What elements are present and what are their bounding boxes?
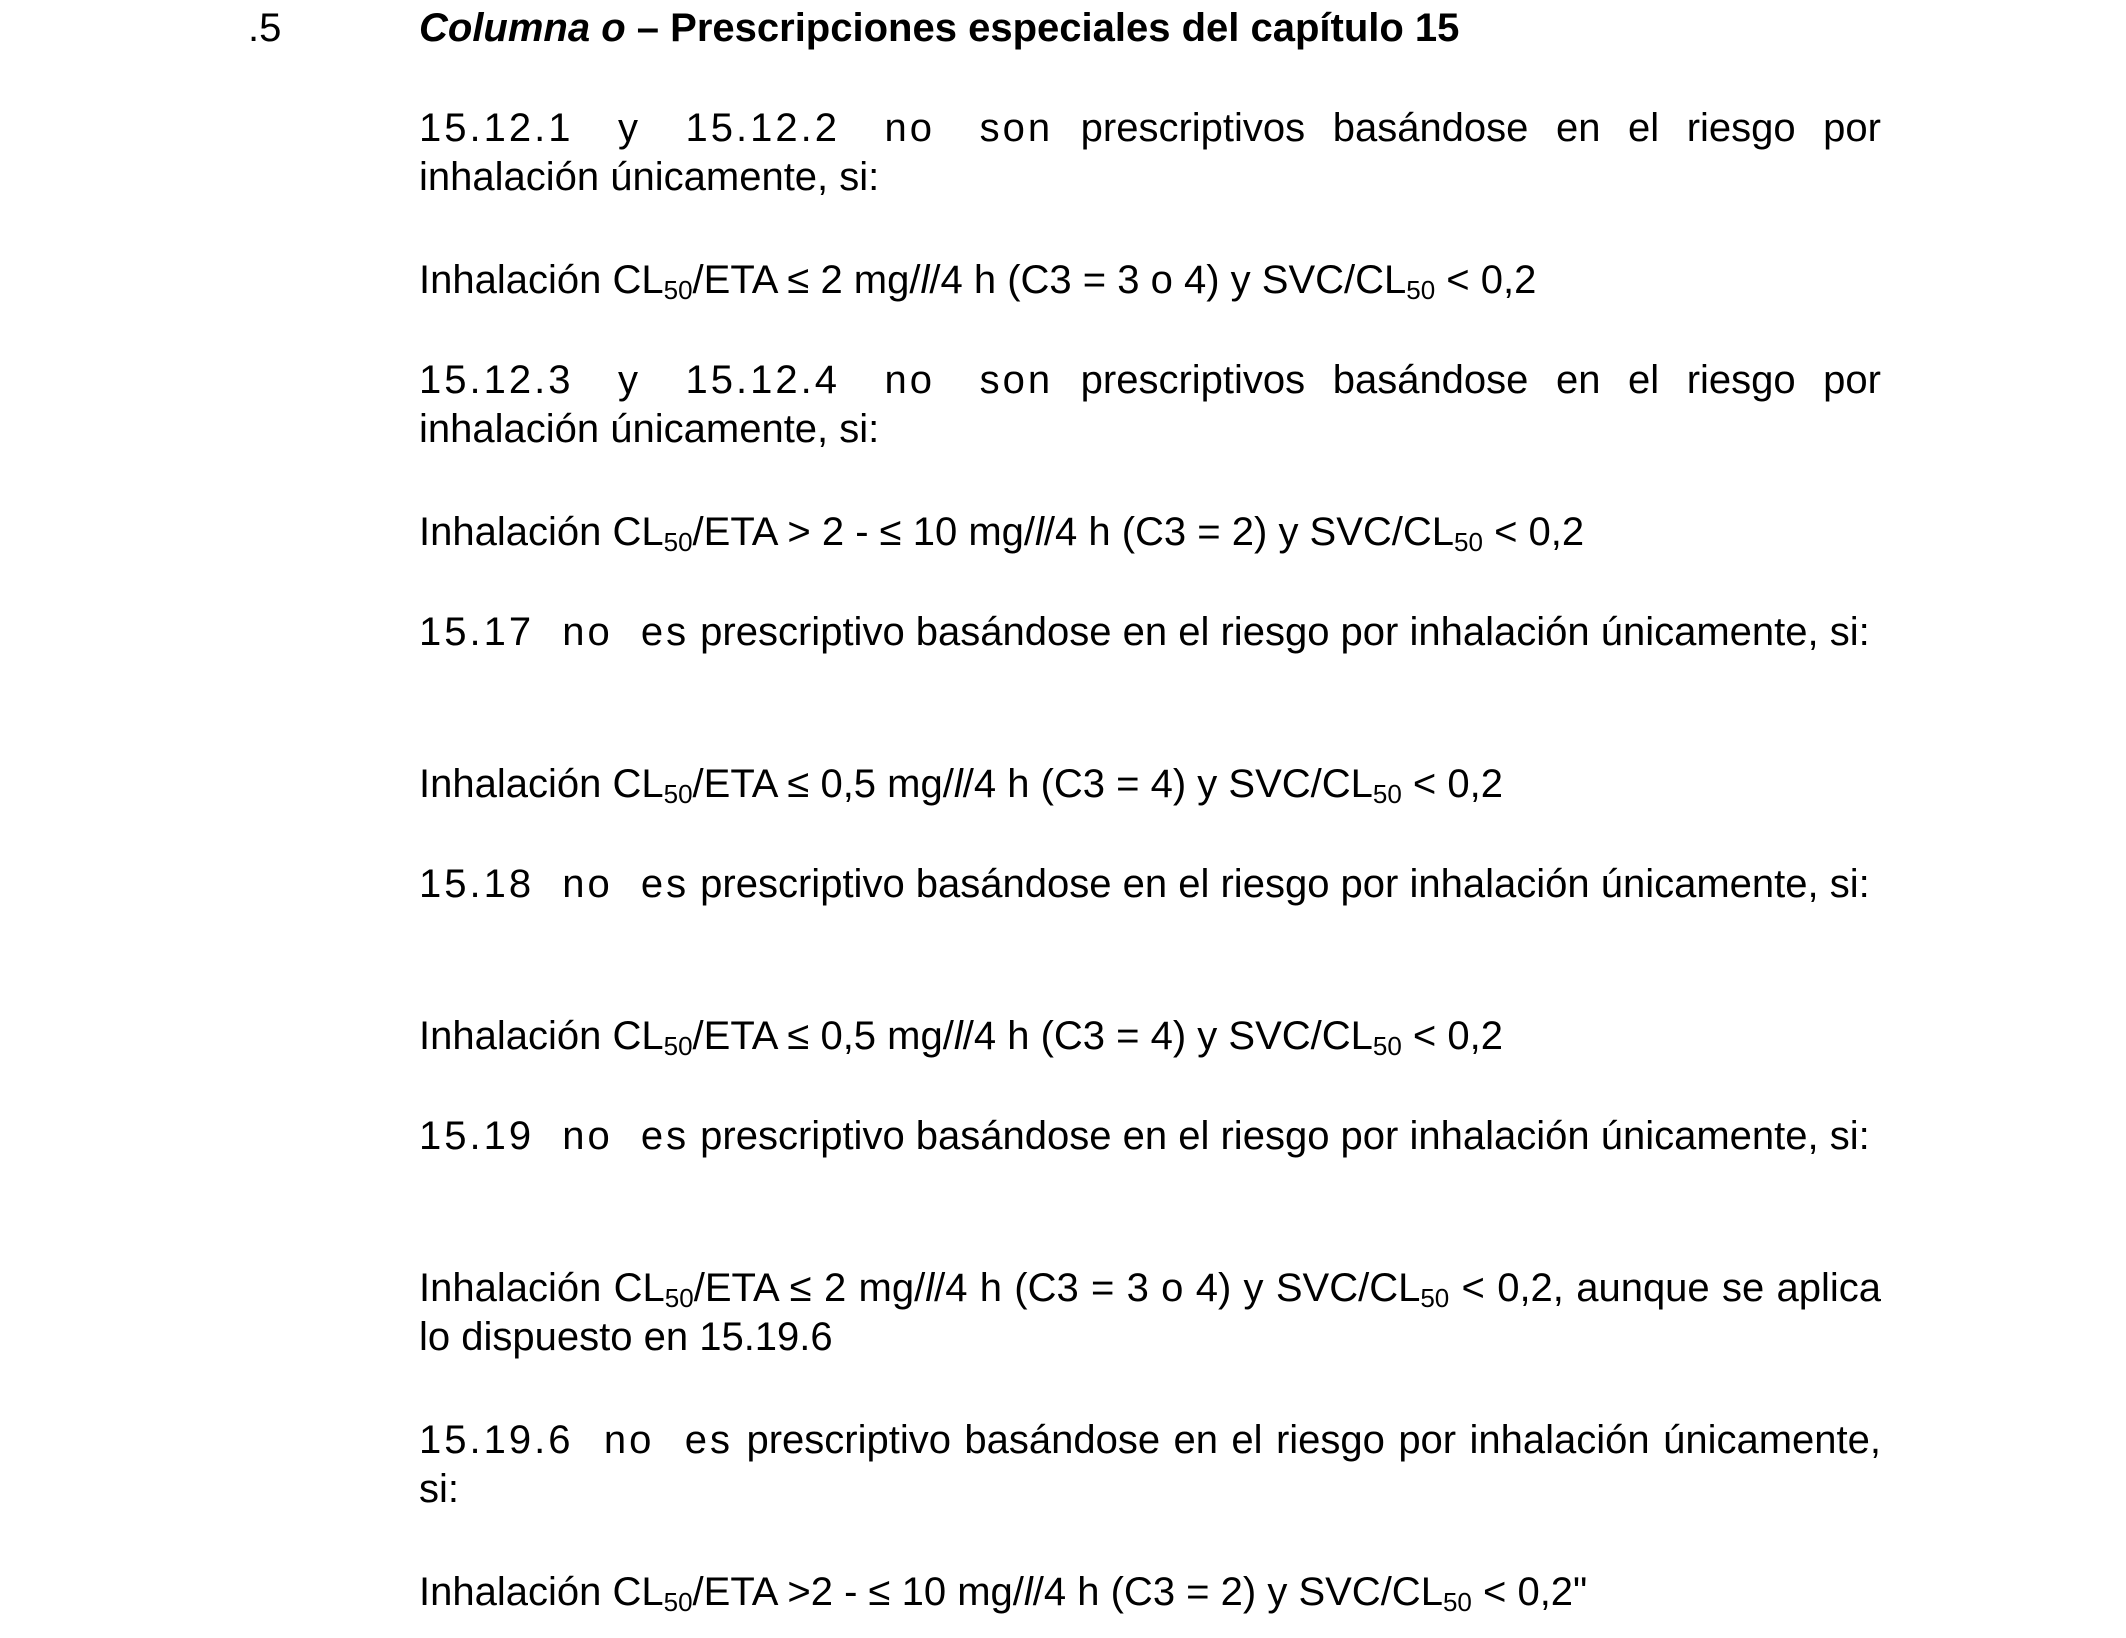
formula-text: Inhalación CL	[419, 510, 664, 554]
formula-subscript: 50	[1372, 1031, 1402, 1061]
requirement-reference: 15.12.1 y 15.12.2 no son	[419, 106, 1054, 150]
requirement-text: prescriptivos basándose en el riesgo por inhalación únicamente, si:	[419, 106, 1881, 199]
requirement-reference: 15.18 no es	[419, 862, 690, 906]
formula-text: /4 h (C3 = 2) y SVC/CL	[1043, 510, 1455, 554]
formula-text: /4 h (C3 = 2) y SVC/CL	[1032, 1570, 1443, 1614]
requirement-paragraph	[419, 1112, 1881, 1161]
requirement-reference: 15.19 no es	[419, 1114, 690, 1158]
formula-text: Inhalación CL	[419, 258, 664, 302]
formula-subscript: 50	[1454, 527, 1483, 557]
formula-subscript: 50	[664, 1283, 694, 1313]
formula-subscript: 50	[1406, 275, 1436, 305]
formula-text: < 0,2	[1482, 510, 1585, 554]
formula-unit: l	[925, 1266, 935, 1310]
formula-text: /ETA ≤ 2 mg/	[692, 258, 921, 302]
formula-subscript: 50	[1372, 779, 1402, 809]
inhalation-criterion	[419, 1012, 1881, 1061]
requirement-text: prescriptivos basándose en el riesgo por inhalación únicamente, si:	[419, 358, 1881, 451]
formula-text: < 0,2	[1401, 762, 1504, 806]
formula-text: /ETA ≤ 2 mg/	[693, 1266, 926, 1310]
formula-text: Inhalación CL	[419, 1266, 665, 1310]
formula-text: /ETA > 2 - ≤ 10 mg/	[692, 510, 1035, 554]
requirement-paragraph	[419, 608, 1881, 657]
formula-unit: l	[953, 762, 963, 806]
inhalation-criterion	[419, 760, 1881, 809]
formula-subscript: 50	[663, 275, 693, 305]
section-heading	[419, 8, 1459, 48]
formula-text: /4 h (C3 = 3 o 4) y SVC/CL	[929, 258, 1407, 302]
formula-unit: l	[953, 1014, 963, 1058]
requirement-paragraph	[419, 104, 1881, 202]
formula-subscript: 50	[663, 1587, 693, 1617]
formula-text: < 0,2	[1401, 1014, 1504, 1058]
formula-text: Inhalación CL	[419, 1570, 664, 1614]
formula-subscript: 50	[1442, 1587, 1472, 1617]
formula-text: /ETA ≤ 0,5 mg/	[692, 762, 954, 806]
formula-text: /ETA ≤ 0,5 mg/	[692, 1014, 954, 1058]
inhalation-criterion	[419, 1568, 1881, 1617]
requirement-reference: 15.12.3 y 15.12.4 no son	[419, 358, 1054, 402]
formula-text: /ETA >2 - ≤ 10 mg/	[692, 1570, 1024, 1614]
inhalation-criterion	[419, 1264, 1881, 1362]
requirement-paragraph	[419, 356, 1881, 454]
requirement-paragraph	[419, 860, 1881, 909]
formula-text: Inhalación CL	[419, 1014, 664, 1058]
formula-subscript: 50	[663, 527, 693, 557]
section-title: – Prescripciones especiales del capítulo 15	[625, 6, 1460, 50]
formula-text: < 0,2"	[1471, 1570, 1588, 1614]
formula-text: /4 h (C3 = 4) y SVC/CL	[962, 1014, 1373, 1058]
formula-text: /4 h (C3 = 3 o 4) y SVC/CL	[934, 1266, 1421, 1310]
formula-text: < 0,2, aunque se aplica lo dispuesto en 15.19.6	[419, 1266, 1882, 1359]
formula-unit: l	[1035, 510, 1044, 554]
requirement-reference: 15.19.6 no es	[419, 1418, 734, 1462]
formula-text: Inhalación CL	[419, 762, 664, 806]
section-column-name: Columna o	[419, 6, 626, 50]
formula-unit: l	[1023, 1570, 1033, 1614]
requirement-paragraph	[419, 1416, 1881, 1514]
formula-subscript: 50	[663, 1031, 693, 1061]
inhalation-criterion	[419, 256, 1881, 305]
requirement-text: prescriptivo basándose en el riesgo por inhalación únicamente, si:	[689, 610, 1870, 654]
requirement-text: prescriptivo basándose en el riesgo por inhalación únicamente, si:	[689, 1114, 1870, 1158]
formula-subscript: 50	[663, 779, 693, 809]
formula-unit: l	[920, 258, 930, 302]
requirement-reference: 15.17 no es	[419, 610, 690, 654]
formula-subscript: 50	[1420, 1283, 1450, 1313]
formula-text: < 0,2	[1435, 258, 1537, 302]
section-number: .5	[248, 6, 282, 50]
inhalation-criterion	[419, 508, 1881, 557]
requirement-text: prescriptivo basándose en el riesgo por inhalación únicamente, si:	[689, 862, 1870, 906]
requirement-text: prescriptivo basándose en el riesgo por inhalación únicamente, si:	[419, 1418, 1882, 1511]
formula-text: /4 h (C3 = 4) y SVC/CL	[962, 762, 1373, 806]
